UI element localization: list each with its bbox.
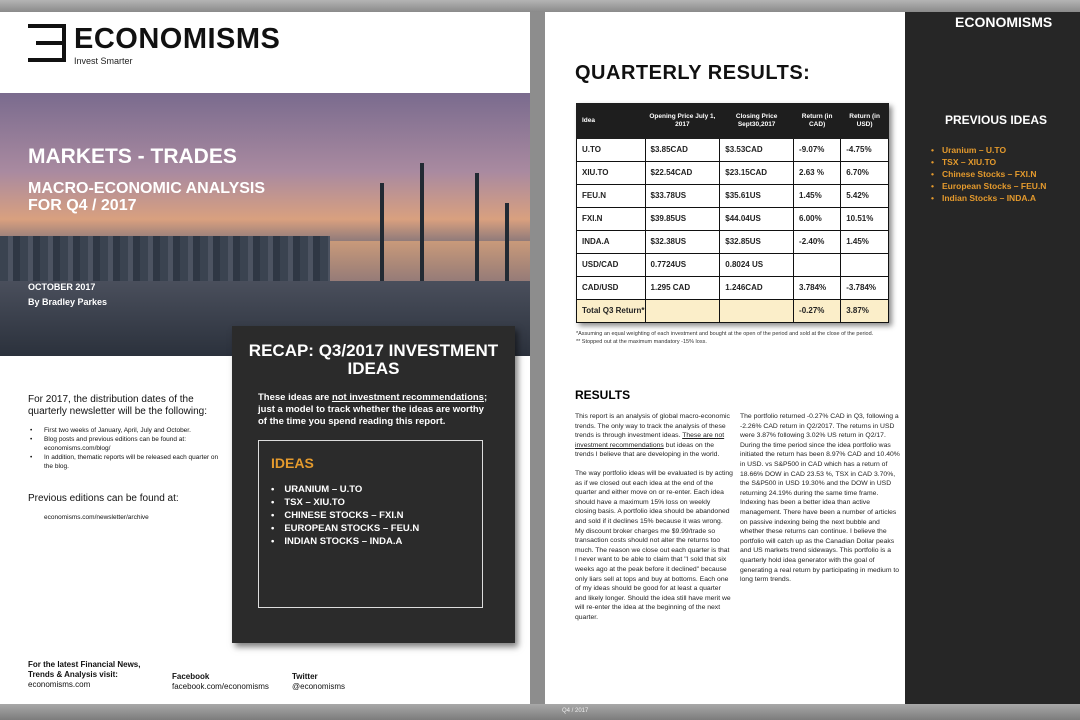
sidebar-item: • Chinese Stocks – FXI.N [931, 168, 1046, 180]
recap-title: RECAP: Q3/2017 INVESTMENT IDEAS [248, 341, 499, 378]
table-row [577, 231, 889, 254]
results-paragraph: The portfolio returned -0.27% CAD in Q3, following a -2.26% CAD return in Q2/2017. The returns in USD were 3.87% following 3.02% US return in Q2/17. During the time period since the idea portfolio was initiated the return has been 8.97% CAD and 10.40% in USD. vs S&P500 in CAD which has a return of 18.66% DOW in CAD 23.53 %, TSX in CAD 3.70%, the S&P500 in USD 19.30% and the DOW in USD returning 24.19% during the same time frame. Indexing has been a better idea than active management. There have been a number of articles on passive indexing being the next bubble and whether these returns can continue. I believe the portfolio will catch up as the Canadian Dollar peaks and US markets trend sideways. This portfolio is a quarterly hold idea generator with the goal of generating a real return by participating in medium to long term trends. [740, 413, 900, 584]
table-cell: -3.784% [841, 277, 889, 300]
idea-item: • EUROPEAN STOCKS – FEU.N [271, 522, 470, 535]
table-cell: $3.53CAD [720, 139, 794, 162]
table-header: Return (in USD) [841, 104, 889, 139]
table-cell: 1.246CAD [720, 277, 794, 300]
table-row [577, 185, 889, 208]
idea-item: • CHINESE STOCKS – FXI.N [271, 509, 470, 522]
sidebar-item: • TSX – XIU.TO [931, 156, 1046, 168]
website-link[interactable]: economisms.com [28, 680, 91, 689]
table-row [577, 208, 889, 231]
total-row [577, 300, 889, 323]
table-cell: 0.7724US [645, 254, 720, 277]
idea-item: • INDIAN STOCKS – INDA.A [271, 535, 470, 548]
results-paragraph: The way portfolio ideas will be evaluated is by acting as if we closed out each idea at the end of the quarter and either move on or re-enter. Each idea should have a maximum 15% loss on weekly closing basis. A portfolio idea should be abandoned and sold if it declines 15% because it was wrong. My discount broker charges me $9.99/trade so transaction costs should not alter the returns too much. The reason we close out each quarter is that I never want to be able to claim that "I sold that six weeks ago at the peak before it declined" because only liars sell at tops and buy at bottoms. Each one of my ideas should be good for at least a quarter and likely longer. Should the idea still have merit we will re-enter the idea at the beginning of the next quarter. [575, 469, 733, 621]
results-heading: RESULTS [575, 388, 631, 402]
list-item: • Blog posts and previous editions can be found at: economisms.com/blog/ [28, 435, 228, 453]
table-cell: $39.85US [645, 208, 720, 231]
author: By Bradley Parkes [28, 297, 108, 307]
table-cell: 1.45% [794, 185, 841, 208]
table-cell: CAD/USD [577, 277, 646, 300]
table-cell: 6.70% [841, 162, 889, 185]
table-row [577, 277, 889, 300]
table-cell: 1.295 CAD [645, 277, 720, 300]
table-cell: -2.40% [794, 231, 841, 254]
table-cell [720, 300, 794, 323]
table-cell: FEU.N [577, 185, 646, 208]
table-cell: 5.42% [841, 185, 889, 208]
logo-text: ECONOMISMS [74, 23, 281, 55]
table-cell: 2.63 % [794, 162, 841, 185]
idea-item: • URANIUM – U.TO [271, 483, 470, 496]
table-cell: 10.51% [841, 208, 889, 231]
table-cell [645, 300, 720, 323]
table-cell: U.TO [577, 139, 646, 162]
results-paragraph: This report is an analysis of global macro-economic trends. The only way to track the analysis of these trends is through investment ideas. These are not investment recommendations but ideas on the trends I believe that are developing in the world. [575, 413, 730, 459]
issue-date: OCTOBER 2017 [28, 282, 96, 292]
table-cell: USD/CAD [577, 254, 646, 277]
results-column-2 [740, 412, 900, 594]
quarterly-results-title: QUARTERLY RESULTS: [575, 62, 811, 84]
previous-editions-label: Previous editions can be found at: [28, 493, 179, 504]
table-cell: INDA.A [577, 231, 646, 254]
idea-item: • TSX – XIU.TO [271, 496, 470, 509]
table-cell: $32.38US [645, 231, 720, 254]
table-header: Idea [577, 104, 646, 139]
table-cell: -9.07% [794, 139, 841, 162]
table-cell: -0.27% [794, 300, 841, 323]
table-cell: $23.15CAD [720, 162, 794, 185]
cover-photo-port [0, 93, 530, 356]
viewer-top-bar [0, 0, 1080, 12]
table-row [577, 162, 889, 185]
table-cell: $22.54CAD [645, 162, 720, 185]
header-logo: ECONOMISMS [955, 14, 1053, 30]
table-cell: $33.78US [645, 185, 720, 208]
table-header: Return (in CAD) [794, 104, 841, 139]
table-cell: $44.04US [720, 208, 794, 231]
table-cell: 6.00% [794, 208, 841, 231]
table-cell: $35.61US [720, 185, 794, 208]
ideas-box [258, 440, 483, 608]
recap-intro: These ideas are not investment recommendations; just a model to track whether the ideas are worthy of the time you spend reading this report. [258, 392, 488, 427]
results-table-section [576, 103, 896, 346]
table-cell: -4.75% [841, 139, 889, 162]
distribution-list [28, 426, 228, 471]
table-cell: Total Q3 Return* [577, 300, 646, 323]
viewer-bottom-bar [0, 704, 1080, 720]
cover-title: MARKETS - TRADES [28, 145, 237, 168]
table-cell: 0.8024 US [720, 254, 794, 277]
footer-facebook: Facebook facebook.com/economisms [172, 672, 269, 691]
sidebar-item: • Uranium – U.TO [931, 144, 1046, 156]
ideas-heading: IDEAS [271, 455, 314, 471]
recap-box [232, 326, 515, 643]
table-cell: XIU.TO [577, 162, 646, 185]
page-footer: Q4 / 2017 [562, 708, 589, 714]
table-cell: 3.87% [841, 300, 889, 323]
table-cell [794, 254, 841, 277]
logo-tagline: Invest Smarter [74, 56, 133, 66]
table-cell: FXI.N [577, 208, 646, 231]
facebook-link[interactable]: facebook.com/economisms [172, 682, 269, 691]
table-cell: $3.85CAD [645, 139, 720, 162]
sidebar-heading: PREVIOUS IDEAS [945, 113, 1048, 127]
list-item: • First two weeks of January, April, July and October. [28, 426, 228, 435]
previous-ideas-sidebar [905, 12, 1080, 704]
table-cell: 3.784% [794, 277, 841, 300]
results-table [576, 103, 889, 323]
sidebar-item: • European Stocks – FEU.N [931, 180, 1046, 192]
twitter-link[interactable]: @economisms [292, 682, 346, 691]
logo-mark-icon [28, 24, 66, 62]
table-cell [841, 254, 889, 277]
footer-twitter: Twitter @economisms [292, 672, 346, 691]
logo [28, 24, 280, 66]
table-row [577, 139, 889, 162]
footer-news: For the latest Financial News, Trends & Analysis visit: economisms.com [28, 660, 141, 689]
sidebar-item: • Indian Stocks – INDA.A [931, 192, 1046, 204]
previous-editions-link[interactable]: economisms.com/newsletter/archive [44, 514, 149, 521]
table-footnotes: *Assuming an equal weighting of each investment and bought at the open of the period and sold at the close of the period. ** Stopped out at the maximum mandatory -15% loss. [576, 331, 874, 345]
table-header: Opening Price July 1, 2017 [645, 104, 720, 139]
table-header: Closing Price Sept30,2017 [720, 104, 794, 139]
table-row [577, 254, 889, 277]
table-cell: 1.45% [841, 231, 889, 254]
results-column-1 [575, 412, 733, 631]
distribution-info [28, 394, 228, 522]
distribution-intro: For 2017, the distribution dates of the quarterly newsletter will be the following: [28, 394, 207, 417]
list-item: • In addition, thematic reports will be released each quarter on the blog. [28, 453, 228, 471]
cover-subtitle: MACRO-ECONOMIC ANALYSIS FOR Q4 / 2017 [28, 180, 266, 214]
table-cell: $32.85US [720, 231, 794, 254]
